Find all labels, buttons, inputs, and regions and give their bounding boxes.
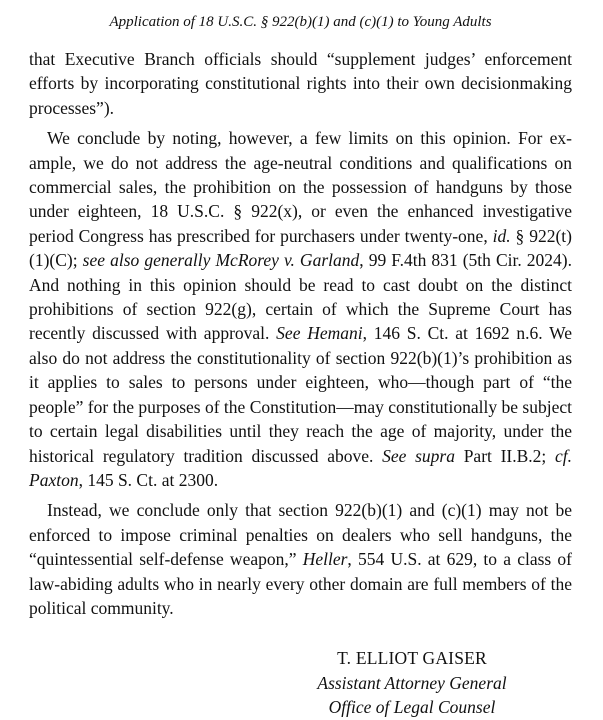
italic-citation: See supra [382, 445, 455, 466]
paragraph-text: Instead, we conclude only that section 922(b)(1) and (c)(1) may not be enforced to impose criminal penalties on dealers who sell handguns, the “quintessential self-defense weapon,” [29, 500, 572, 570]
running-head: Application of 18 U.S.C. § 922(b)(1) and (c)(1) to Young Adults [109, 14, 492, 30]
signatory-title: Assistant Attorney General [317, 672, 507, 693]
opinion-body [29, 47, 572, 620]
paragraph-text: , 145 S. Ct. at 2300. [78, 469, 219, 490]
italic-citation: See Hemani [276, 323, 363, 344]
signature-block [297, 646, 527, 719]
paragraph-text: , 554 U.S. at 629, to a class of law-abiding adults who in nearly every other domain are full members of the political community. [29, 549, 572, 618]
italic-citation: see also generally McRorey v. Garland [82, 250, 360, 271]
italic-citation: Heller [302, 549, 348, 570]
paragraph-text: , 146 S. Ct. at 1692 n.6. We also do not address the constitutionality of section 922(b)(1)’s prohibition as it applies to sales to persons under eighteen, who—though part of “the people” for the purposes of the Constitution—may constitutionally be subject to certain legal disabilities until they reach the age of majority, under the historical regulatory tradition discussed above. [29, 323, 572, 466]
paragraph-text: § 922(t)(1)(C); [29, 225, 572, 271]
body-paragraph [29, 47, 572, 120]
signatory-office: Office of Legal Counsel [328, 697, 496, 718]
paragraph-text: Part II.B.2; [454, 445, 555, 466]
document-page [0, 9, 603, 718]
signatory-name: T. ELLIOT GAISER [337, 648, 487, 669]
paragraph-text: , 99 F.4th 831 (5th Cir. 2024). And nothing in this opinion should be read to cast doubt on the distinct prohibitions of section 922(g), certain of which the Supreme Court has recently discussed with approval. [29, 250, 572, 344]
paragraph-text: We conclude by noting, however, a few limits on this opinion. For example, we do not address the age-neutral conditions and qualifications on commercial sales, the prohibition on the possession of handguns by those under eighteen, 18 U.S.C. § 922(x), or even the enhanced investigative period Congress has prescribed for purchasers under twenty-one, [29, 128, 572, 246]
paragraph-text: that Executive Branch officials should “supplement judges’ enforcement efforts by incorporating constitutional rights into their own decisionmaking processes”). [29, 49, 572, 118]
body-paragraph [29, 126, 572, 492]
italic-citation: id. [492, 225, 511, 246]
italic-citation: cf. Paxton [29, 445, 572, 490]
body-paragraph [29, 498, 572, 620]
